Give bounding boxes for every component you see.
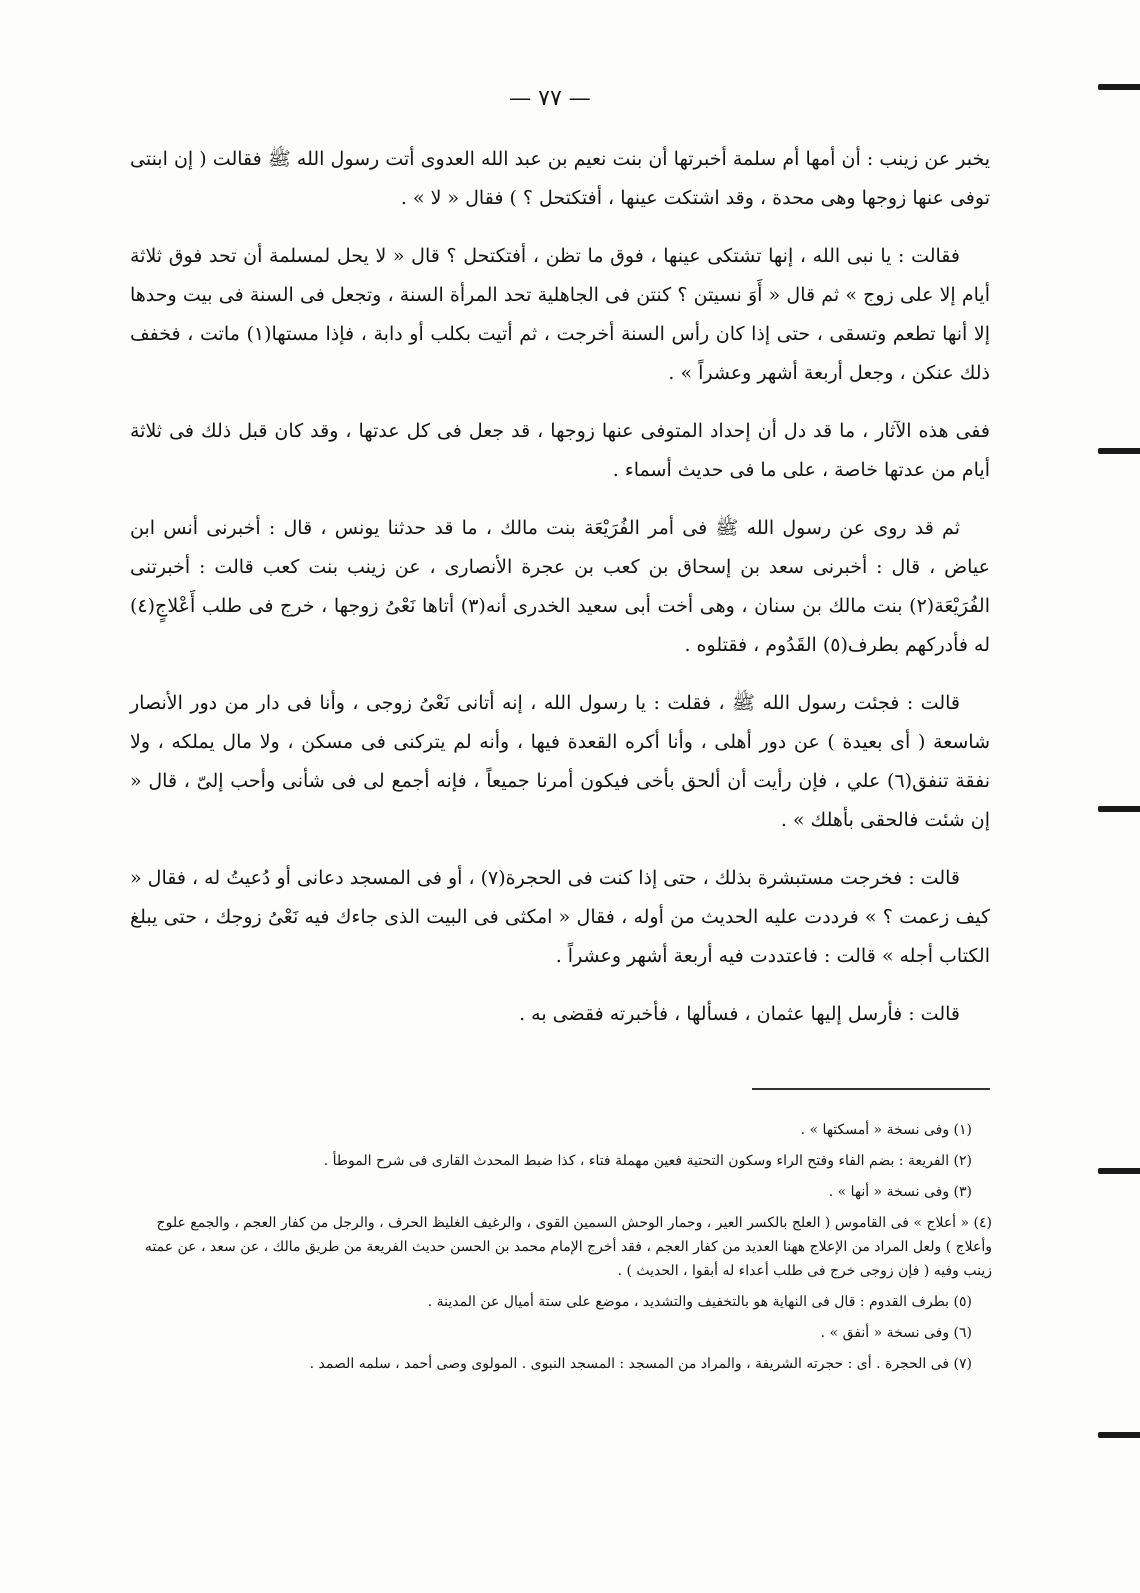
footnote: (٥) بطرف القدوم : قال فى النهاية هو بالتخفيف والتشديد ، موضع على ستة أميال عن المدينة . [427,1294,972,1310]
main-text [130,140,990,1053]
paragraph: فقالت : يا نبى الله ، إنها تشتكى عينها ، فوق ما تظن ، أفتكتحل ؟ قال « لا يحل لمسلمة أن تحد فوق ثلاثة أيام إلا على زوج » ثم قال « أَوَ نسيتن ؟ كنتن فى الجاهلية تحد المرأة السنة ، وتجعل فى السنة فى بيت وحدها إلا أنها تطعم وتسقى ، حتى إذا كان رأس السنة أخرجت ، ثم أتيت بكلب أو دابة ، فإذا مستها(١) ماتت ، فخفف ذلك عنكن ، وجعل أربعة أشهر وعشراً » . [130,245,990,384]
margin-mark [1098,1432,1140,1438]
margin-mark [1098,448,1140,454]
paragraph: قالت : فخرجت مستبشرة بذلك ، حتى إذا كنت فى الحجرة(٧) ، أو فى المسجد دعانى أو دُعيتُ له ، فقال « كيف زعمت ؟ » فرددت عليه الحديث من أوله ، فقال « امكثى فى البيت الذى جاءك فيه نَعْىُ زوجك ، حتى يبلغ الكتاب أجله » قالت : فاعتددت فيه أربعة أشهر وعشراً . [130,867,990,967]
paragraph: ثم قد روى عن رسول الله ﷺ فى أمر الفُرَيْعَة بنت مالك ، ما قد حدثنا يونس ، قال : أخبرنى أنس ابن عياض ، قال : أخبرنى سعد بن إسحاق بن كعب بن عجرة الأنصارى ، عن زينب بنت كعب قالت : أخبرتنى الفُرَيْعَة(٢) بنت مالك بن سنان ، وهى أخت أبى سعيد الخدرى أنه(٣) أتاها نَعْىُ زوجها ، خرج فى طلب أَعْلاجٍ(٤) له فأدركهم بطرف(٥) القَدُوم ، فقتلوه . [130,517,990,656]
paragraph: قالت : فأرسل إليها عثمان ، فسألها ، فأخبرته فقضى به . [519,1003,960,1025]
paragraph: قالت : فجئت رسول الله ﷺ ، فقلت : يا رسول الله ، إنه أتانى نَعْىُ زوجى ، وأنا فى دار من دور الأنصار شاسعة ( أى بعيدة ) عن دور أهلى ، وأنا أكره القعدة فيها ، وأنه لم يتركنى فى مسكن ، ولا مال يملكه ، ولا نفقة تنفق(٦) علي ، فإن رأيت أن ألحق بأخى فيكون أمرنا جميعاً ، فإنه أجمع لى فى شأنى وأحب إلىّ ، قال « إن شئت فالحقى بأهلك » . [130,692,990,831]
margin-mark [1098,806,1140,812]
footnote: (١) وفى نسخة « أمسكتها » . [800,1122,972,1138]
paragraph: ففى هذه الآثار ، ما قد دل أن إحداد المتوفى عنها زوجها ، قد جعل فى كل عدتها ، وقد كان قبل ذلك فى ثلاثة أيام من عدتها خاصة ، على ما فى حديث أسماء . [130,420,990,481]
footnote: (٣) وفى نسخة « أنها » . [828,1184,972,1200]
footnote-divider [752,1088,990,1090]
footnote: (٧) فى الحجرة . أى : حجرته الشريفة ، والمراد من المسجد : المسجد النبوى . المولوى وصى أحمد ، سلمه الصمد . [309,1356,972,1372]
footnote: (٢) الفريعة : بضم الفاء وفتح الراء وسكون التحتية فعين مهملة فتاء ، كذا ضبط المحدث القارى فى شرح الموطأ . [323,1153,972,1169]
page-number: — ٧٧ — [509,86,591,111]
footnotes [120,1118,992,1383]
footnote: (٤) « أعلاج » فى القاموس ( العلج بالكسر العير ، وحمار الوحش السمين القوى ، والرغيف الغليظ الحرف ، والرجل من كفار العجم ، والجمع علوج وأعلاج ) ولعل المراد من الإعلاج ههنا العديد من كفار العجم ، فقد أخرج الإمام محمد بن الحسن حديث الفريعة من طريق مالك ، عن سعد ، عن عمته زينب وفيه ( فإن زوجى خرج فى طلب أعداء له أبقوا ، الحديث ) . [144,1215,992,1279]
margin-mark [1098,1168,1140,1174]
paragraph: يخبر عن زينب : أن أمها أم سلمة أخبرتها أن بنت نعيم بن عبد الله العدوى أتت رسول الله ﷺ فقالت ( إن ابنتى توفى عنها زوجها وهى محدة ، وقد اشتكت عينها ، أفتكتحل ؟ ) فقال « لا » . [130,148,990,209]
footnote: (٦) وفى نسخة « أنفق » . [820,1325,972,1341]
margin-mark [1098,84,1140,90]
